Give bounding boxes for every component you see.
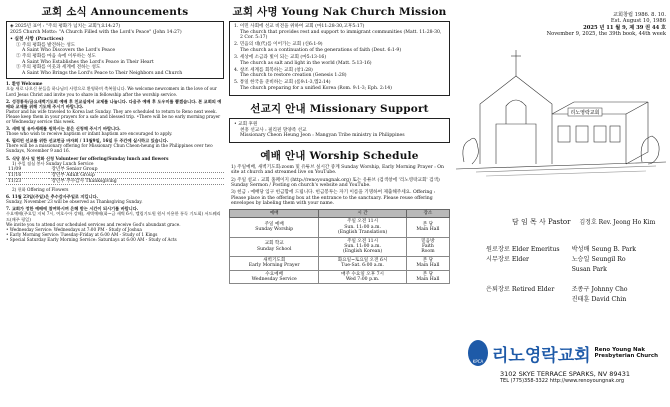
announcement-3-body: Those who wish to receive baptism or infant baptism are encouraged to apply. <box>6 131 173 137</box>
staff-role: 은퇴장로 Retired Elder <box>486 286 555 293</box>
service-place: 본 당 Main Hall <box>406 256 449 270</box>
announcement-2 <box>6 99 224 124</box>
table-row <box>230 256 450 270</box>
practice-2-en: A Saint Who Establishes the Lord's Peace in Their Heart <box>22 59 154 65</box>
mission-ko: 3. 세상에 소금과 빛이 되는 교회 (마5:13-16) <box>234 54 327 60</box>
flowers-line: 2) 헌화 Offering of Flowers <box>12 187 69 193</box>
service-place: 믿음방 Faith Room <box>406 237 449 256</box>
service-time: 주일 오전 11시 Sun. 11:00 a.m. (English Korean) <box>319 237 406 256</box>
practice-3-en: A Saint Who Brings the Lord's Peace to Their Neighbors and Church <box>22 70 183 76</box>
cover-column <box>456 4 666 403</box>
announcement-4 <box>6 138 224 153</box>
worship-notes <box>229 165 450 207</box>
lunch-schedule-table <box>6 167 224 185</box>
established-ko: 교회창립 1986. 8. 10. <box>612 12 666 18</box>
list-item: • Special Saturday Early Morning Service: Saturdays at 6:00 AM - Study of Acts <box>6 236 177 242</box>
practice-2 <box>10 54 220 65</box>
church-building-illustration <box>456 44 666 194</box>
mission-item-3 <box>234 55 445 66</box>
service-name: 새벽기도회 Early Morning Prayer <box>230 256 319 270</box>
staff-table <box>484 244 648 306</box>
announcement-4-body: There will be a missionary offering for Missionary Chun Cheon-heung in the Philippines over two Sundays, November 9 and 16. <box>6 143 213 154</box>
missionary-line-3: Missionary Cheon Heung Jeon : Mangyan Tribe ministry in Philippines <box>240 133 405 139</box>
practice-1-ko: ① 주의 평화를 발견하는 성도 <box>16 42 76 48</box>
practice-2-ko: ② 주의 평화를 마음 속에 이루하는 성도 <box>16 53 96 59</box>
lunch-date: 11/09 <box>6 167 49 173</box>
address: 3102 SKYE TERRACE SPARKS, NV 89431 <box>500 370 630 378</box>
mission-column <box>229 4 450 403</box>
table-row <box>230 270 450 284</box>
announcement-2-title: 2. 성경통독/금요새벽기도회 예배 후 친교실에서 교제를 나눕니다. 다음주 예배 후 도우미를 뽑겠습니다. 본 교회의 예배와 교제를 위해 기도해 주시기 바랍니다. <box>6 98 222 109</box>
lunch-group: 장년부 추수감사 Thanksgiving <box>49 178 224 184</box>
missionary-box <box>229 118 450 143</box>
staff-name: 진태훈 David Chin <box>571 296 627 303</box>
staff-role <box>486 266 570 274</box>
staff-name: 조종구 Johnny Cho <box>571 286 628 293</box>
lunch-date: 11/23 <box>6 178 49 184</box>
announcement-7-body-ko: 수요예배(주요일 저녁 7시, 여호수아 강해), 새벽예배(화~금 새벽 6시, 엘림기도원 원서 이용한 통독 기도회) 서드웨리드(매주 평일) <box>6 211 221 222</box>
mission-title: 교회 사명 Young Nak Church Mission <box>232 6 447 18</box>
announcements-title: 교회 소식 Announcements <box>41 6 189 18</box>
staff-role: 원로장로 Elder Emeritus <box>486 246 560 253</box>
service-name: 수요예배 Wednesday Service <box>230 270 319 284</box>
list-item: • Wednesday Service: Wednesdays at 7:00 PM - Study of Joshua <box>6 226 142 232</box>
kpca-emblem-icon <box>468 340 488 366</box>
mission-ko: 2. 민음의 대(代)를 이어가는 교회 (신6:1-9) <box>234 42 323 48</box>
mission-ko: 5. 통일 한국을 준비하는 교회 (롬9:1-3,엡2:14) <box>234 80 331 86</box>
missionary-line-2: 천흥 선교사 : 필리핀 망양족 선교 <box>240 127 307 133</box>
staff-name: Susan Park <box>571 266 607 273</box>
mission-en: The church preparing for a unified Korea (Rom. 9:1-3; Eph. 2:14) <box>240 85 392 91</box>
practice-3-ko: ③ 주의 평화를 이웃과 세계에 전하는 성도 <box>16 65 101 71</box>
announcement-5-title: 5. 식당 봉사 및 헌화 신청 Volunteer for offering/Sunday lunch and flowers <box>6 155 169 161</box>
mission-en: The church as salt and light in the world (Matt. 5:13-16) <box>240 60 372 66</box>
service-time: 매주 수요일 오후 7시 Wed 7:00 p.m. <box>319 270 406 284</box>
mission-en: The church to restore creation (Genesis 1:28) <box>240 73 347 79</box>
issue-date-en: November 9, 2025, the 39th book, 44th week <box>546 31 666 38</box>
mission-ko: 4. 창조 세계를 회복하는 교회 (창1:28) <box>234 67 313 73</box>
service-time: 화요일~토요일 오전 6시 Tue-Sat. 6:00 a.m. <box>319 256 406 270</box>
established-en: Est. August 10, 1986 <box>610 18 666 25</box>
service-name: 주일 예배 Sunday Worship <box>230 218 319 237</box>
mission-en: The church that provides rest and support to immigrant communities (Matt. 11:28-30, 2 Cor. 5:17) <box>240 29 442 41</box>
issue-info <box>456 12 666 38</box>
staff-role <box>486 296 570 304</box>
announcements-column <box>6 4 224 403</box>
announcement-6-body: Sunday, November 23 will be observed as Thanksgiving Sunday. <box>6 199 143 205</box>
staff-role: 시무장로 Elder <box>486 256 529 263</box>
announcement-7-body-en: We invite you to attend our scheduled services and receive God's abundant grace. <box>6 221 181 227</box>
pastor-label: 담 임 목 사 Pastor <box>512 218 571 226</box>
announcement-1 <box>6 81 224 96</box>
mission-item-2 <box>234 42 445 53</box>
mission-item-1 <box>234 24 445 41</box>
worship-note-2: 2) 주일 설교 : 교회 홈페이지 (http://renoyoungnak.org) 또는 유튜브 (검색창에 '리노영락교회' 검색) Sunday Sermon / Posting on church's website and YouTube. <box>231 177 440 189</box>
announcement-7-title: 7. 교회가 정한 예배에 참여하시며 은혜 받는 시간이 되시기를 바랍니다. <box>6 206 139 212</box>
table-header-row <box>230 209 450 217</box>
announcement-1-title: 1. 환영 Welcome <box>6 81 43 87</box>
announcement-3-title: 3. 새해 및 유아세례를 원하시는 분은 신청해 주시기 바랍니다. <box>6 126 121 132</box>
column-header: 시 간 <box>319 209 406 217</box>
announcement-6-title: 6. 11월 23일(주일)은 추수감사주일로 지킵니다. <box>6 194 99 200</box>
announcement-5 <box>6 156 224 193</box>
motto-ko: ◈ 2025년 표어 : "주의 평화가 넘치는 교회"(요14:27) <box>10 24 121 29</box>
table-row <box>486 266 646 274</box>
practices-title: • 실천 사항 (Practices) <box>10 37 64 43</box>
worship-schedule-table <box>229 209 450 284</box>
worship-note-1: 1) 주일예배, 새벽기도회:zoom 및 유튜브 실시간 중계 Sunday Worship, Early Morning Prayer : On site at church and streamed live on YouTube. <box>231 164 444 176</box>
announcement-4-title: 4. 필리핀 선교를 위한 선교헌금 바자회 / 11월9일, 16일 두 주간에 실시하고 있습니다. <box>6 138 169 144</box>
worship-note-3: 3) 헌금 : 예배당 입구 헌금함에 드립니다. 헌금봉투는 자기 이름을 기명하여 제출해주세요. Offering : Please place in the offering box at the entrance to the sanctuary. Please reuse offering envelopes by labeling them with your name. <box>231 190 436 207</box>
worship-title: 예배 안내 Worship Schedule <box>260 149 419 162</box>
phone-website[interactable]: TEL (775)358-3322 http://www.renoyoungnak.org <box>500 378 625 384</box>
logo-korean-name: 리노영락교회 <box>492 345 591 366</box>
mission-item-5 <box>234 80 445 91</box>
column-header: 장소 <box>406 209 449 217</box>
missionary-line-1: • 교회 후원 <box>234 122 258 128</box>
logo-english-sub: Presbyterian Church <box>594 353 659 359</box>
issue-date-ko: 2025 년 11 월 9, 제 39 권 44 호 <box>583 24 666 31</box>
announcement-7 <box>6 206 224 242</box>
mission-en: The church as a continuation of the generations of faith (Deut. 6:1-9) <box>240 47 402 53</box>
mission-item-4 <box>234 68 445 79</box>
table-row <box>230 237 450 256</box>
practice-3 <box>10 65 220 76</box>
lunch-group: 장년부 Senior Group <box>49 167 224 173</box>
announcement-2-body: Pastor and his wife traveled to Korea last Sunday. They are scheduled to return to Reno next week. Please keep them in your prayers for a safe and blessed trip. •There will be no early morning prayer or Wednesday service this week. <box>6 108 221 124</box>
church-logo-block <box>468 340 666 384</box>
church-sign: 리노영락교회 <box>570 110 600 116</box>
logo-english-name: Reno Young Nak <box>594 346 646 353</box>
motto-en: 2025 Church Motto: "A Church Filled with the Lord's Peace" (John 14:27) <box>10 29 182 35</box>
table-row <box>230 218 450 237</box>
table-row <box>486 256 646 264</box>
announcement-1-body: 오늘 새로 나오신 분들을 하나님의 사랑으로 환영하며 축복합니다. We welcome newcomers in the love of our Lord Jesus Christ and invite you to share in fellowship after the worship service. <box>6 86 217 97</box>
announcement-6 <box>6 194 224 204</box>
table-row <box>486 276 646 294</box>
service-time: 주일 오전 11시 Sun. 11:00 a.m. (English Translation) <box>319 218 406 237</box>
motto-box <box>6 21 224 79</box>
announcement-3 <box>6 126 224 136</box>
lunch-group: 장년부 Adult Group <box>49 172 224 178</box>
kpca-label: KPCA <box>472 359 484 364</box>
list-item: • Early Morning Service: Tuesday-Friday at 6:00 AM - Study of 1 Kings <box>6 231 158 237</box>
column-header: 예배 <box>230 209 319 217</box>
announcement-5-body: 1) 주일 점심 봉사 Sunday Lunch Service <box>12 160 94 166</box>
mission-ko: 1. 이민 사회에 선교 비전을 위하여 교회 (마11:28-30,고후5:17) <box>234 24 365 29</box>
staff-name: 박성배 Seung B. Park <box>571 246 637 253</box>
table-row <box>6 178 224 184</box>
service-place: 본 당 Main Hall <box>406 270 449 284</box>
staff-name: 노승일 Seungil Ro <box>571 256 626 263</box>
table-row <box>486 246 646 254</box>
lunch-date: 11/16 <box>6 172 49 178</box>
mission-box <box>229 21 450 96</box>
practice-1-en: A Saint Who Discovers the Lord's Peace <box>22 48 116 54</box>
practice-1 <box>10 43 220 54</box>
missionary-title: 선교지 안내 Missionary Support <box>250 103 429 116</box>
pastor-name: 김정호 Rev. Jeong Ho Kim <box>579 219 656 226</box>
service-name: 교회 학교 Sunday School <box>230 237 319 256</box>
pastor-line <box>512 217 666 227</box>
table-row <box>486 296 646 304</box>
service-place: 본 당 Main Hall <box>406 218 449 237</box>
